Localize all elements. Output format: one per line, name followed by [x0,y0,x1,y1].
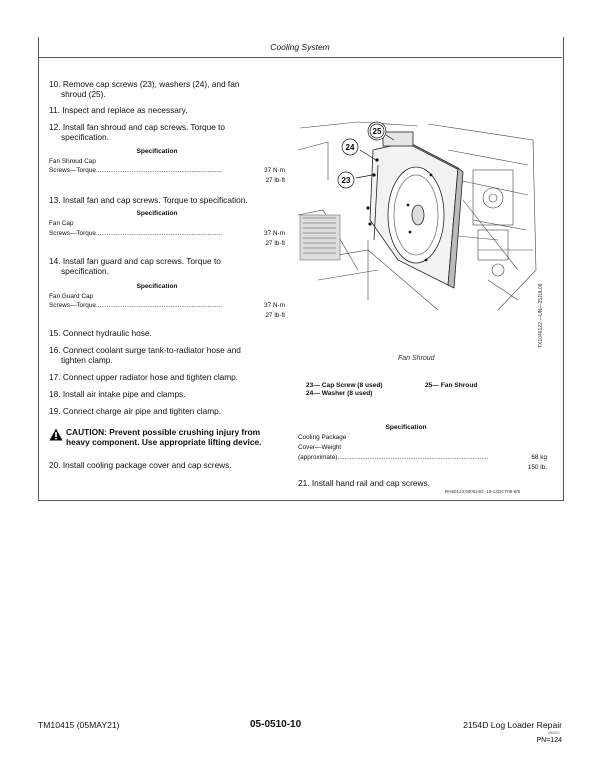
footer-manual-id: TM10415 (05MAY21) [38,720,120,730]
step-12: 12. Install fan shroud and cap screws. Torque to specification. [49,122,226,142]
step-16: 16. Connect coolant surge tank-to-radiator hose and tighten clamp. [49,345,241,365]
spec-heading-fan-guard: Specification [136,283,178,290]
spec-fan-shroud-lbft: 27 lb-ft [265,177,285,184]
spec-fan-guard-lbft: 27 lb-ft [265,312,285,319]
step-17: 17. Connect upper radiator hose and tighten clamp. [49,372,239,382]
legend-item-25: 25— Fan Shroud [425,382,478,389]
step-20: 20. Install cooling package cover and cap screws. [49,460,232,470]
spec-fan-shroud-nm: 37 N·m [264,167,285,174]
spec-fan-cap-line2: Screws—Torque....................................................................... [49,230,222,237]
footer-pn: PN=124 [536,737,562,744]
figure-caption: Fan Shroud [398,355,435,362]
fan-shroud-illustration [298,120,538,320]
step-21: 21. Install hand rail and cap screws. [298,478,430,488]
callout-23: 23 [341,176,351,185]
spec-heading-cover: Specification [385,424,427,431]
spec-heading-fan-shroud: Specification [136,148,178,155]
callout-24: 24 [345,143,355,152]
step-15: 15. Connect hydraulic hose. [49,328,152,338]
spec-cover-lb: 150 lb. [527,464,547,471]
step-18: 18. Install air intake pipe and clamps. [49,389,186,399]
step-13: 13. Install fan and cap screws. Torque to specification. [49,195,248,205]
spec-cover-line3: (approximate)..................................................................................... [298,454,489,461]
figure-code: TX1046122 —UN—25JUL08 [538,283,544,348]
spec-fan-guard-nm: 37 N·m [264,302,285,309]
legend-item-24: 24— Washer (8 used) [306,390,373,397]
document-code: RH60123,000024D -19-13OCT08-6/9 [445,489,521,494]
caution-text: CAUTION: Prevent possible crushing injury from heavy component. Use appropriate lifting device. [66,427,262,447]
spec-cover-line1: Cooling Package [298,434,347,441]
spec-fan-guard-line1: Fan Guard Cap [49,293,94,300]
step-10: 10. Remove cap screws (23), washers (24), and fan shroud (25). [49,79,240,99]
footer-title: 2154D Log Loader Repair [463,720,562,730]
header-divider [38,57,562,58]
footer-page-number: 05-0510-10 [250,719,302,730]
spec-fan-shroud-line1: Fan Shroud Cap [49,158,96,165]
step-11: 11. Inspect and replace as necessary. [49,105,188,115]
spec-fan-shroud-line2: Screws—Torque....................................................................... [49,167,222,174]
spec-fan-cap-line1: Fan Cap [49,220,74,227]
spec-fan-cap-nm: 37 N·m [264,230,285,237]
footer-date-code: 050521 [548,731,560,735]
spec-cover-line2: Cover—Weight [298,444,342,451]
spec-heading-fan-cap: Specification [136,210,178,217]
spec-fan-guard-line2: Screws—Torque....................................................................... [49,302,222,309]
spec-fan-cap-lbft: 27 lb-ft [265,240,285,247]
step-14: 14. Install fan guard and cap screws. Torque to specification. [49,256,221,276]
callout-25: 25 [372,127,382,136]
step-19: 19. Connect charge air pipe and tighten clamp. [49,406,222,416]
warning-icon [49,428,63,441]
section-title: Cooling System [270,42,330,52]
spec-cover-kg: 68 kg [531,454,547,461]
legend-item-23: 23— Cap Screw (8 used) [306,382,383,389]
